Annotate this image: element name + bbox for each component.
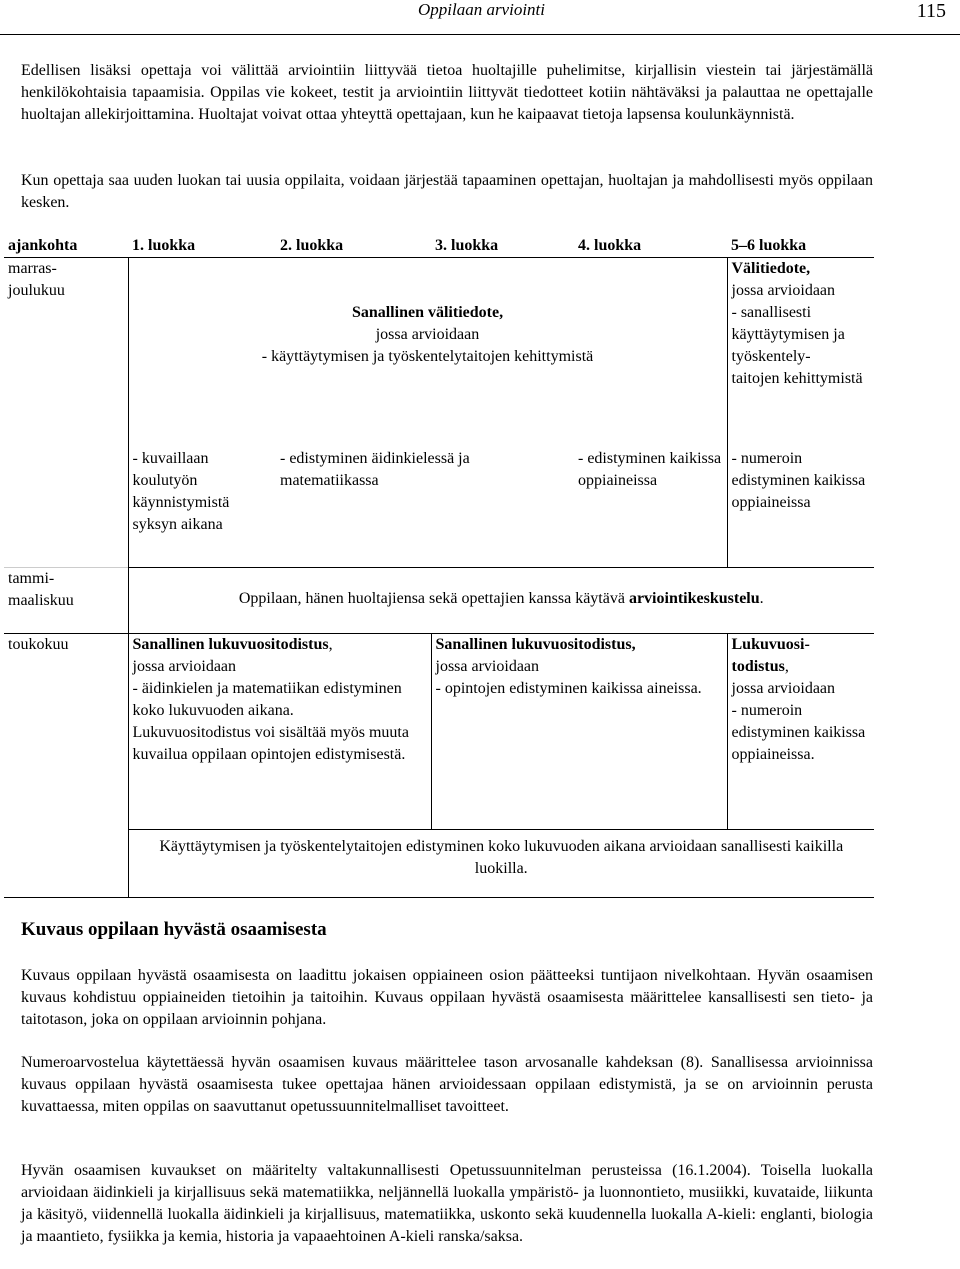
report-card-grade-5-6-text: jossa arvioidaan - numeroin edistyminen kaikissa oppiaineissa. xyxy=(731,680,866,763)
table-row-autumn-details xyxy=(4,448,874,568)
header-cell-grade-1: 1. luokka xyxy=(128,235,276,258)
assessment-discussion-term: arviointikeskustelu xyxy=(628,590,760,607)
table-header-row xyxy=(4,235,874,258)
header-cell-grade-4: 4. luokka xyxy=(574,235,727,258)
report-card-grade-3-4-text: jossa arvioidaan - opintojen edistyminen kaikissa aineissa. xyxy=(435,658,702,697)
autumn-grade-5-6-cell: - numeroin edistyminen kaikissa oppiaineissa xyxy=(727,448,874,568)
section-heading: Kuvaus oppilaan hyvästä osaamisesta xyxy=(21,919,327,940)
report-card-grade-1-2-title: Sanallinen lukuvuositodistus xyxy=(132,636,329,653)
report-card-grade-5-6-title: Lukuvuosi- todistus xyxy=(731,636,810,675)
report-card-grade-1-2-cell xyxy=(128,634,431,830)
table-row-behaviour xyxy=(4,830,874,898)
running-header-title: Oppilaan arviointi xyxy=(417,0,545,19)
table-row-autumn xyxy=(4,258,874,448)
period-cell-january-march: tammi- maaliskuu xyxy=(4,568,128,634)
intro-paragraph-2: Kun opettaja saa uuden luokan tai uusia oppilaita, voidaan järjestää tapaaminen opettajan, huoltajan ja mahdollisesti myös oppilaan kesken. xyxy=(21,172,873,211)
interim-report-grade-5-6-cell xyxy=(727,258,874,448)
interim-report-title: Sanallinen välitiedote, xyxy=(351,304,504,321)
autumn-grade-2-3-cell: - edistyminen äidinkielessä ja matematiikassa xyxy=(280,449,470,489)
table-row-spring xyxy=(4,568,874,634)
header-cell-grade-3: 3. luokka xyxy=(431,235,574,258)
assessment-schedule-table xyxy=(4,235,874,898)
interim-report-line-3: - käyttäytymisen ja työskentelytaitojen kehittymistä xyxy=(261,348,594,365)
page-number: 115 xyxy=(916,0,946,22)
report-card-grade-5-6-cell xyxy=(727,634,874,830)
report-card-grade-5-6-title-suffix: , xyxy=(784,658,789,675)
section-paragraph-3: Hyvän osaamisen kuvaukset on määritelty valtakunnallisesti Opetussuunnitelman perusteissa (16.1.2004). Toisella luokalla arvioidaan äidinkieli ja kirjallisuus sekä matematiikka, neljännellä luokalla ympäristö- ja luonnontieto, musiikki, kuvataide, liikunta ja käsityö, viidennellä luokalla äidinkieli ja kirjallisuus, matematiikka, uskonto sekä kuudennella luokalla A-kieli: englanti, biologia ja maantieto, fysiikka ja kemia, historia ja vapaaehtoinen A-kieli ranska/saksa. xyxy=(21,1162,873,1245)
section-paragraph-1: Kuvaus oppilaan hyvästä osaamisesta on laadittu jokaisen oppiaineen osion päätteeksi tuntijaon nivelkohtaan. Hyvän osaamisen kuvaus kohdistuu oppiaineiden tietoihin ja taitoihin. Kuvaus oppilaan hyvästä osaamisesta määrittelee kansallisesti sen tieto- ja taitotason, joka on oppilaan arvioinnin pohjana. xyxy=(21,967,873,1028)
period-cell-may: toukokuu xyxy=(4,634,128,898)
header-cell-period: ajankohta xyxy=(4,235,128,258)
report-card-grade-1-2-text: jossa arvioidaan - äidinkielen ja matematiikan edistyminen koko lukuvuoden aikana. Lukuvuositodistus voi sisältää myös muuta kuvailua oppilaan opintojen edistymisestä. xyxy=(132,658,409,763)
header-divider xyxy=(0,34,960,35)
interim-report-grade-5-6-text: jossa arvioidaan - sanallisesti käyttäytymisen ja työskentely- taitojen kehittymistä xyxy=(731,282,863,387)
assessment-discussion-text: Oppilaan, hänen huoltajiensa sekä opettajien kanssa käytävä xyxy=(238,590,629,607)
section-paragraph-2: Numeroarvostelua käytettäessä hyvän osaamisen kuvaus määrittelee tason arvosanalle kahdeksan (8). Sanallisessa arvioinnissa kuvaus oppilaan hyvästä osaamisesta tukee opettajaa hänen arvioidessaan oppilaan edistymistä, ja se on arvioinnin perusta kuvattaessa, miten oppilas on saavuttanut opetussuunnitelmalliset tavoitteet. xyxy=(21,1054,873,1115)
autumn-grade-4-cell: - edistyminen kaikissa oppiaineissa xyxy=(578,449,722,489)
header-cell-grade-5-6: 5–6 luokka xyxy=(727,235,874,258)
report-card-grade-3-4-cell xyxy=(431,634,727,830)
behaviour-assessment-cell: Käyttäytymisen ja työskentelytaitojen edistyminen koko lukuvuoden aikana arvioidaan sanallisesti kaikilla luokilla. xyxy=(128,830,874,898)
intro-paragraph-1: Edellisen lisäksi opettaja voi välittää arviointiin liittyvää tietoa huoltajille puhelimitse, kirjallisin viestein tai järjestämällä henkilökohtaisia tapaamisia. Oppilas vie kokeet, testit ja arviointiin liittyvät tiedotteet kotiin nähtäväksi ja palauttaa ne opettajalle huoltajan allekirjoittamina. Huoltajat voivat ottaa yhteyttä opettajaan, kun he kaipaavat tietoja lapsensa koulunkäynnistä. xyxy=(21,62,873,123)
autumn-grade-1-cell: - kuvaillaan koulutyön käynnistymistä syksyn aikana xyxy=(128,448,276,568)
interim-report-line-2: jossa arvioidaan xyxy=(375,326,480,343)
interim-report-grade-5-6-title: Välitiedote, xyxy=(731,260,811,277)
table-row-may xyxy=(4,634,874,830)
report-card-grade-3-4-title: Sanallinen lukuvuositodistus, xyxy=(435,636,636,653)
assessment-discussion-cell xyxy=(128,568,874,634)
header-cell-grade-2: 2. luokka xyxy=(276,235,431,258)
assessment-discussion-end: . xyxy=(759,590,764,607)
report-card-grade-1-2-title-suffix: , xyxy=(328,636,333,653)
interim-report-cell xyxy=(128,258,727,448)
period-cell-november-december: marras- joulukuu xyxy=(8,260,65,299)
